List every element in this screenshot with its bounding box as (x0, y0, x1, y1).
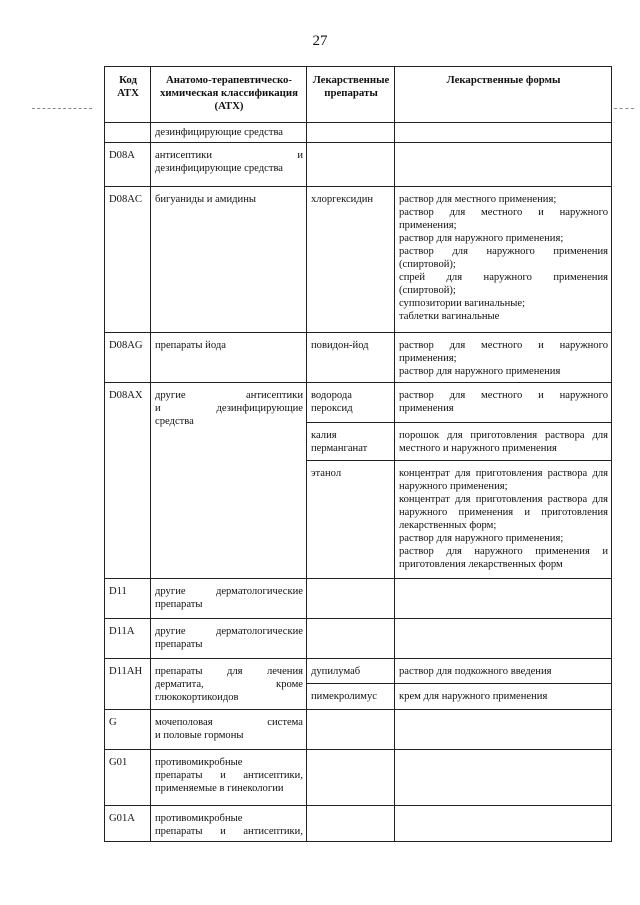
classification-line: препараты (155, 599, 203, 610)
cell-code: G01 (105, 750, 151, 806)
cell-code: D11A (105, 619, 151, 659)
cell-drug (307, 123, 395, 143)
table-row (105, 123, 612, 143)
cell-forms (395, 423, 612, 461)
form-line: раствор для наружного применения (399, 366, 561, 377)
cell-drug (307, 579, 395, 619)
cell-classification (151, 383, 307, 579)
cell-forms (395, 710, 612, 750)
classification-line: дезинфицирующие средства (155, 163, 284, 174)
cell-forms (395, 333, 612, 383)
classification-word: антисептики (246, 390, 303, 401)
cell-code: D11AH (105, 659, 151, 710)
form-line: таблетки вагинальные (399, 311, 500, 322)
cell-drug (307, 710, 395, 750)
table-row (105, 619, 612, 659)
cell-classification: дезинфицирующие средства (151, 123, 307, 143)
form-line: раствор для местного и наружного применения; (399, 340, 608, 364)
cell-classification (151, 710, 307, 750)
form-line: раствор для местного применения; (399, 194, 557, 205)
classification-word: другие (155, 390, 186, 401)
classification-word: антисептики (155, 150, 212, 161)
cell-classification (151, 619, 307, 659)
classification-line: средства (155, 416, 194, 427)
cell-forms (395, 579, 612, 619)
header-drugs: Лекарственные препараты (307, 67, 395, 123)
cell-forms (395, 750, 612, 806)
page-number: 27 (312, 33, 328, 49)
form-line: раствор для наружного применения; (399, 233, 564, 244)
classification-word: препараты (155, 666, 203, 677)
cell-code: D11 (105, 579, 151, 619)
form-line: раствор для наружного применения (спиртовой); (399, 246, 608, 270)
header-forms: Лекарственные формы (395, 67, 612, 123)
classification-word: препараты (155, 770, 203, 781)
cell-drug: водорода пероксид (307, 383, 395, 423)
cell-drug: дупилумаб (307, 659, 395, 684)
atc-table (104, 66, 612, 842)
classification-word: для (226, 666, 243, 677)
classification-word: кроме (276, 679, 303, 690)
cell-code: D08AG (105, 333, 151, 383)
cell-forms (395, 123, 612, 143)
cell-drug: повидон-йод (307, 333, 395, 383)
cell-forms (395, 383, 612, 423)
cell-forms (395, 659, 612, 684)
classification-word: мочеполовая (155, 717, 213, 728)
classification-word: дерматологические (215, 626, 303, 637)
cell-drug: калия перманганат (307, 423, 395, 461)
classification-line: применяемые в гинекологии (155, 783, 284, 794)
cell-drug (307, 143, 395, 187)
classification-word: и (220, 770, 226, 781)
table-row (105, 579, 612, 619)
classification-line: препараты (155, 639, 203, 650)
classification-word: другие (155, 626, 186, 637)
cell-classification (151, 806, 307, 842)
table-row (105, 750, 612, 806)
table-row (105, 187, 612, 333)
classification-word: другие (155, 586, 186, 597)
form-line: раствор для местного и наружного применения (399, 390, 608, 414)
classification-line: глюкокортикоидов (155, 692, 239, 703)
classification-word: лечения (267, 666, 303, 677)
table-row (105, 143, 612, 187)
classification-word: дерматологические (215, 586, 303, 597)
cell-forms (395, 143, 612, 187)
cell-classification: бигуаниды и амидины (151, 187, 307, 333)
classification-word: и (155, 403, 161, 414)
cell-code: D08AX (105, 383, 151, 579)
right-margin-mark (614, 108, 634, 110)
left-margin-mark (32, 108, 92, 110)
table-row (105, 659, 612, 684)
cell-code: D08A (105, 143, 151, 187)
cell-code: G01A (105, 806, 151, 842)
cell-drug: пимекролимус (307, 684, 395, 710)
classification-word: антисептики, (243, 826, 303, 837)
classification-line: противомикробные (155, 813, 243, 824)
form-line: раствор для подкожного введения (399, 666, 552, 677)
classification-word: препараты (155, 826, 203, 837)
header-code: Код АТХ (105, 67, 151, 123)
classification-line: и половые гормоны (155, 730, 244, 741)
cell-classification (151, 579, 307, 619)
cell-forms (395, 461, 612, 579)
header-classification: Анатомо-терапевтическо-химическая классификация (АТХ) (151, 67, 307, 123)
classification-word: и (297, 150, 303, 161)
cell-drug: этанол (307, 461, 395, 579)
classification-word: система (267, 717, 303, 728)
cell-drug (307, 750, 395, 806)
cell-code: G (105, 710, 151, 750)
table-row (105, 383, 612, 423)
form-line: раствор для наружного применения и приготовления лекарственных форм (399, 546, 608, 570)
cell-drug (307, 806, 395, 842)
classification-line: противомикробные (155, 757, 243, 768)
form-line: раствор для наружного применения; (399, 533, 564, 544)
form-line: спрей для наружного применения (спиртовой); (399, 272, 608, 296)
form-line: концентрат для приготовления раствора для наружного применения; (399, 468, 608, 492)
table-row (105, 710, 612, 750)
cell-code (105, 123, 151, 143)
classification-word: антисептики, (243, 770, 303, 781)
classification-word: дезинфицирующие (216, 403, 303, 414)
cell-classification (151, 750, 307, 806)
cell-drug: хлоргексидин (307, 187, 395, 333)
cell-forms (395, 187, 612, 333)
cell-classification: препараты йода (151, 333, 307, 383)
form-line: суппозитории вагинальные; (399, 298, 526, 309)
form-line: порошок для приготовления раствора для местного и наружного применения (399, 430, 608, 454)
cell-forms (395, 806, 612, 842)
classification-word: и (220, 826, 226, 837)
cell-forms (395, 619, 612, 659)
table-row (105, 806, 612, 842)
form-line: раствор для местного и наружного применения; (399, 207, 608, 231)
cell-forms (395, 684, 612, 710)
form-line: крем для наружного применения (399, 691, 548, 702)
cell-classification (151, 659, 307, 710)
form-line: концентрат для приготовления раствора для наружного применения и приготовления лекарственных форм; (399, 494, 608, 531)
cell-classification (151, 143, 307, 187)
cell-code: D08AC (105, 187, 151, 333)
cell-drug (307, 619, 395, 659)
classification-word: дерматита, (155, 679, 204, 690)
table-row (105, 333, 612, 383)
